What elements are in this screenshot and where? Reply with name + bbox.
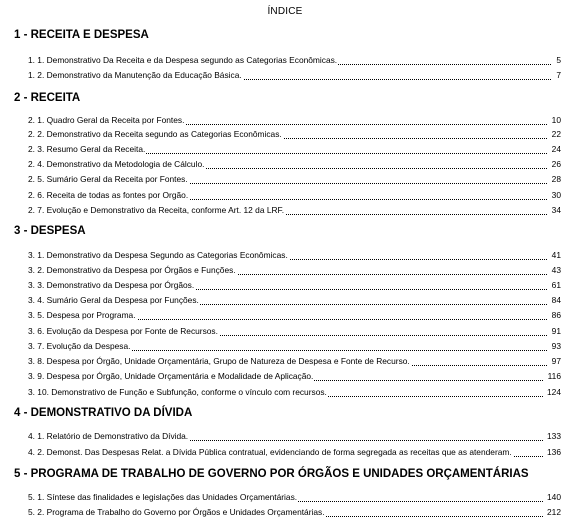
toc-entry-label: 2. 7. Evolução e Demonstrativo da Receita, conforme Art. 12 da LRF. [28,205,285,215]
toc-entry[interactable] [28,325,561,337]
toc-entry[interactable] [28,430,561,442]
toc-entry-label: 2. 2. Demonstrativo da Receita segundo as Categorias Econômicas. [28,129,282,139]
toc-entry[interactable] [28,158,561,170]
toc-entry[interactable] [28,143,561,155]
toc-entry-page: 30 [548,189,561,201]
toc-entry[interactable] [28,491,561,503]
toc-entry-page: 84 [548,294,561,306]
section-heading-despesa: 3 - DESPESA [14,225,86,237]
toc-entry[interactable] [28,264,561,276]
toc-entry-label: 3. 4. Sumário Geral da Despesa por Funções. [28,295,199,305]
toc-entry-label: 2. 6. Receita de todas as fontes por Orgão. [28,190,189,200]
toc-entry-page: 26 [548,158,561,170]
toc-entry-page: 61 [548,279,561,291]
toc-entry-label: 5. 2. Programa de Trabalho do Governo por Órgãos e Unidades Orçamentárias. [28,507,325,517]
toc-entry-page: 133 [543,430,561,442]
toc-entry-page: 28 [548,173,561,185]
toc-entry-label: 2. 3. Resumo Geral da Receita. [28,144,146,154]
toc-entry-page: 116 [544,370,561,382]
toc-entry[interactable] [28,294,561,306]
toc-entry-label: 3. 6. Evolução da Despesa por Fonte de Recursos. [28,326,218,336]
toc-entry-page: 93 [548,340,561,352]
toc-entry-page: 136 [543,446,561,458]
toc-entry[interactable] [28,506,561,518]
toc-entry-label: 3. 1. Demonstrativo da Despesa Segundo as Categorias Econômicas. [28,250,288,260]
toc-entry-label: 3. 5. Despesa por Programa. [28,310,136,320]
toc-entry[interactable] [28,340,561,352]
toc-entry-page: 86 [548,309,561,321]
toc-entry-page: 97 [548,355,561,367]
toc-entry-label: 3. 8. Despesa por Órgão, Unidade Orçamentária, Grupo de Natureza de Despesa e Fonte de Recurso. [28,356,410,366]
toc-entry-page: 91 [548,325,561,337]
toc-entry-label: 3. 9. Despesa por Órgão, Unidade Orçamentária e Modalidade de Aplicação. [28,371,314,381]
toc-entry-page: 22 [548,128,561,140]
toc-entry[interactable] [28,189,561,201]
toc-entry[interactable] [28,370,561,382]
toc-entry[interactable] [28,128,561,140]
toc-entry-label: 2. 1. Quadro Geral da Receita por Fontes. [28,115,185,125]
toc-entry[interactable] [28,309,561,321]
section-heading-demonstrativo-da-divida: 4 - DEMONSTRATIVO DA DÍVIDA [14,407,193,419]
toc-entry-page: 24 [548,143,561,155]
toc-entry-label: 1. 2. Demonstrativo da Manutenção da Educação Básica. [28,70,242,80]
toc-entry[interactable] [28,279,561,291]
section-heading-programa-de-trabalho: 5 - PROGRAMA DE TRABALHO DE GOVERNO POR ÓRGÃOS E UNIDADES ORÇAMENTÁRIAS [14,468,529,480]
toc-entry-label: 5. 1. Síntese das finalidades e legislações das Unidades Orçamentárias. [28,492,298,502]
toc-entry-label: 4. 1. Relatório de Demonstrativo da Dívida. [28,431,189,441]
toc-entry[interactable] [28,249,561,261]
toc-entry-page: 7 [552,69,561,81]
toc-entry[interactable] [28,355,561,367]
toc-entry-label: 3. 2. Demonstrativo da Despesa por Órgãos e Funções. [28,265,236,275]
toc-entry-page: 124 [543,386,561,398]
section-heading-receita: 2 - RECEITA [14,92,81,104]
toc-entry-label: 4. 2. Demonst. Das Despesas Relat. a Dívida Pública contratual, evidenciando de forma segregada as receitas que as atenderam. [28,447,512,457]
toc-entry-label: 1. 1. Demonstrativo Da Receita e da Despesa segundo as Categorias Econômicas. [28,55,338,65]
toc-entry-page: 5 [552,54,561,66]
toc-entry-page: 43 [548,264,561,276]
toc-entry-label: 3. 7. Evolução da Despesa. [28,341,131,351]
toc-entry[interactable] [28,386,561,398]
toc-entry[interactable] [28,114,561,126]
toc-entry-label: 3. 3. Demonstrativo da Despesa por Órgãos. [28,280,195,290]
index-title: ÍNDICE [267,6,303,17]
toc-entry-page: 140 [543,491,561,503]
toc-entry-page: 41 [548,249,561,261]
toc-entry-label: 2. 4. Demonstrativo da Metodologia de Cálculo. [28,159,205,169]
toc-entry[interactable] [28,204,561,216]
toc-entry[interactable] [28,69,561,81]
toc-entry-page: 34 [548,204,561,216]
toc-entry-page: 10 [548,114,561,126]
toc-entry[interactable] [28,54,561,66]
toc-entry[interactable] [28,446,561,458]
toc-entry-label: 3. 10. Demonstrativo de Função e Subfunção, conforme o vínculo com recursos. [28,387,327,397]
section-heading-receita-e-despesa: 1 - RECEITA E DESPESA [14,29,149,41]
toc-entry-label: 2. 5. Sumário Geral da Receita por Fontes. [28,174,188,184]
toc-entry-page: 212 [543,506,561,518]
toc-entry[interactable] [28,173,561,185]
